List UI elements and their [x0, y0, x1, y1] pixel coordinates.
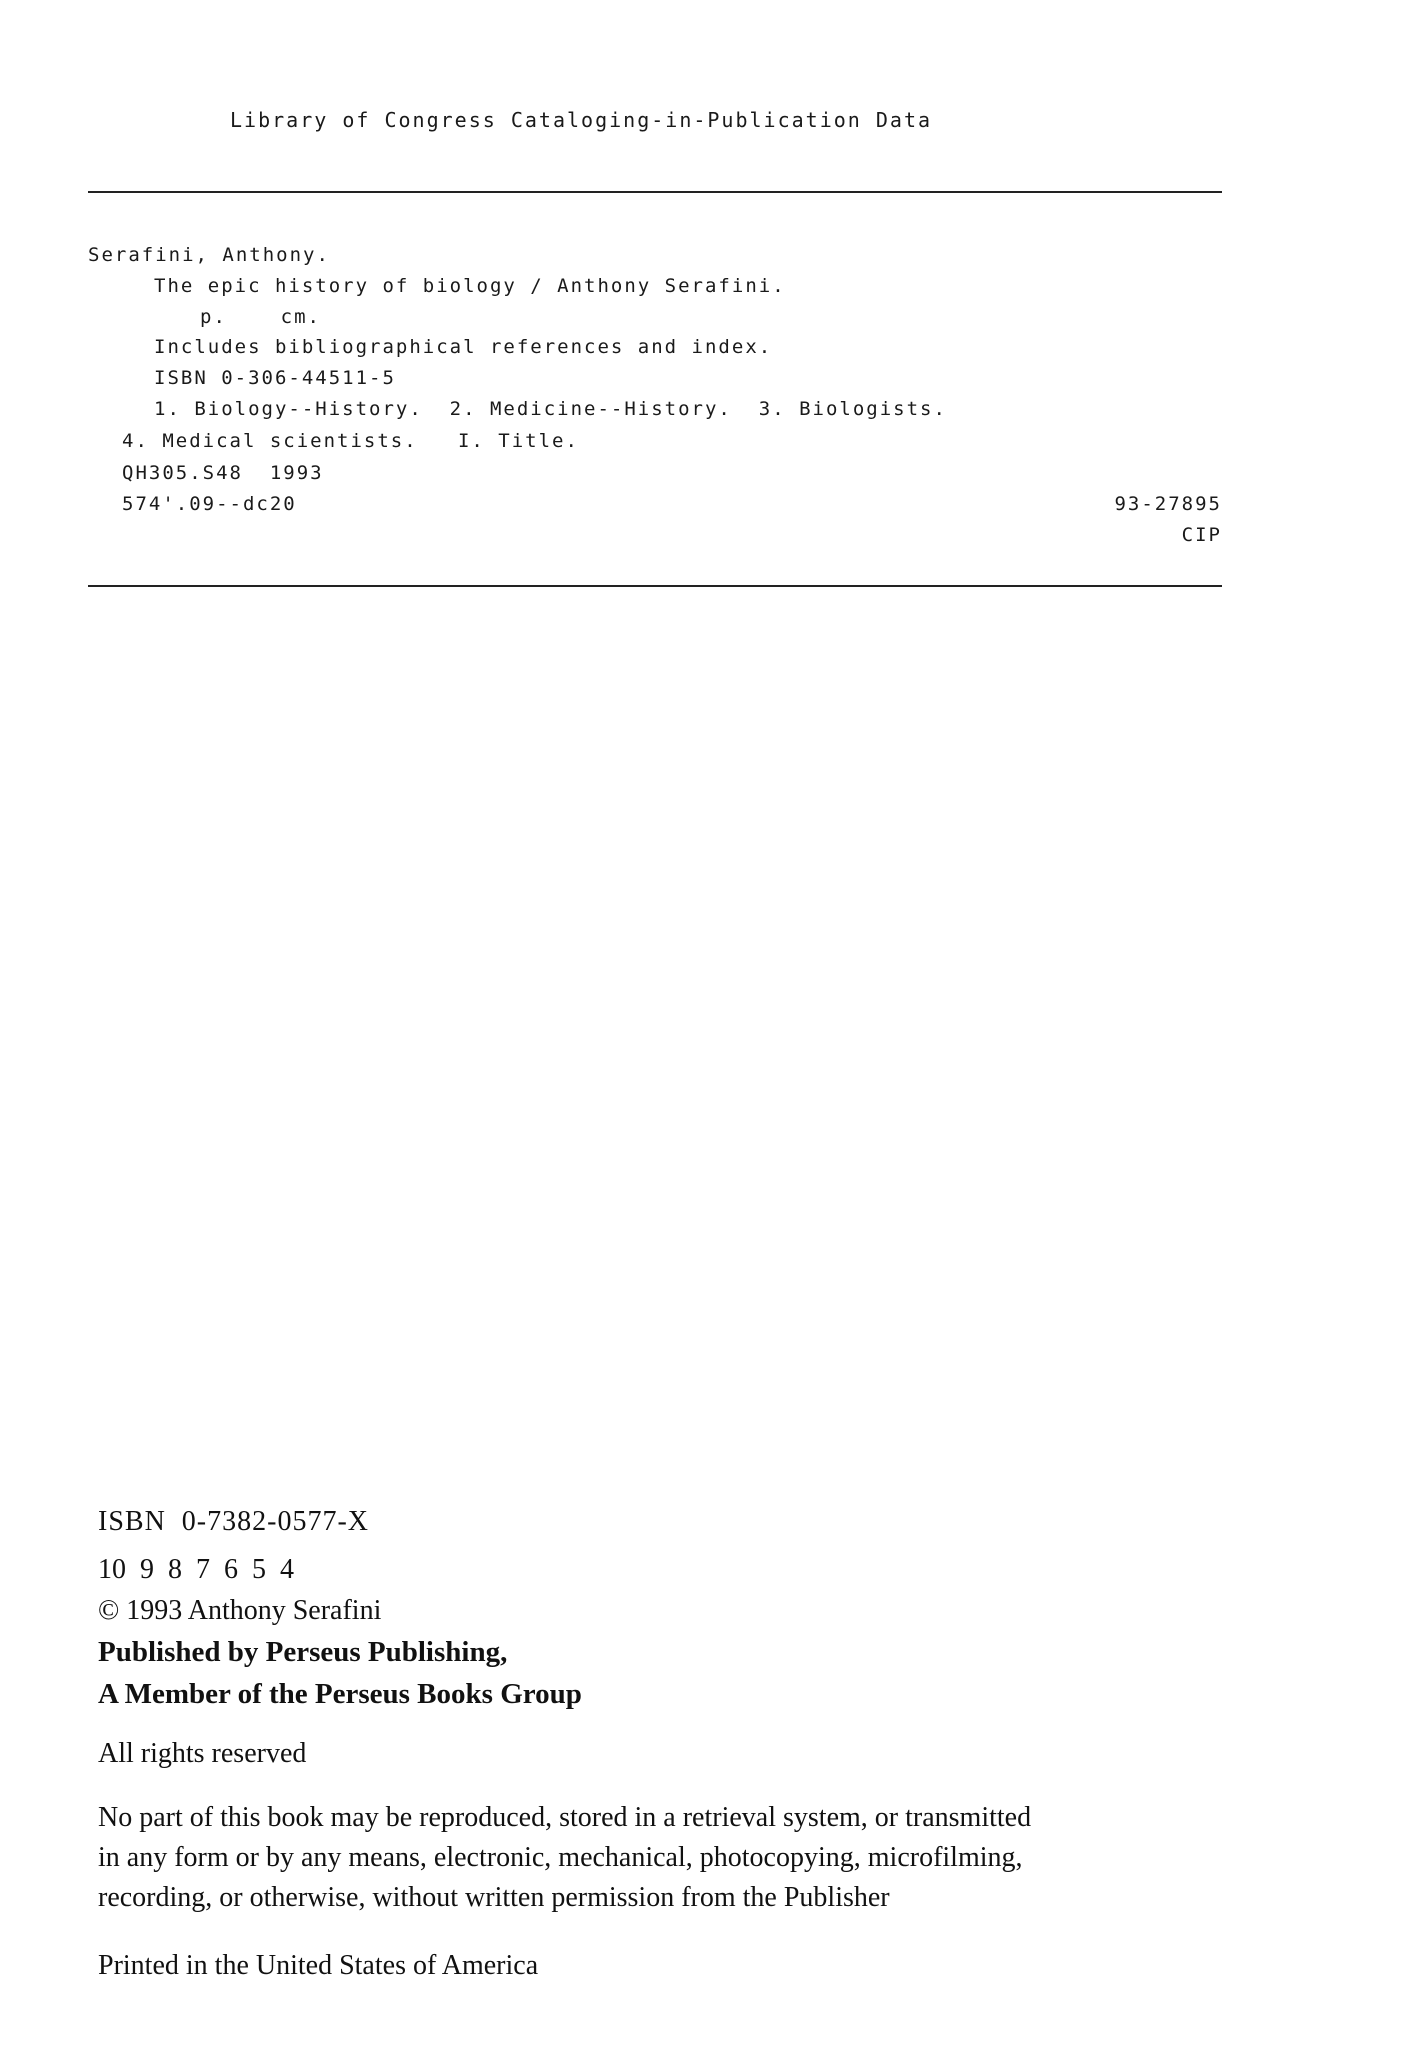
printing-line: 10 9 8 7 6 5 4	[98, 1554, 294, 1585]
cip-author: Serafini, Anthony.	[88, 244, 330, 266]
cip-top-rule	[88, 191, 1222, 193]
notice-line-3: recording, or otherwise, without written permission from the Publisher	[98, 1882, 890, 1913]
copyright-notice	[98, 1798, 1338, 1918]
cip-subjects-line-1: 1. Biology--History. 2. Medicine--History. 3. Biologists.	[154, 398, 947, 420]
colophon-isbn: ISBN 0-7382-0577-X	[98, 1506, 369, 1537]
copyright-line: © 1993 Anthony Serafini	[98, 1595, 382, 1626]
cip-label: CIP	[1181, 524, 1222, 546]
cip-header: Library of Congress Cataloging-in-Publication Data	[230, 108, 933, 132]
cip-lccn: 93-27895	[1114, 493, 1222, 515]
cip-dewey: 574'.09--dc20	[122, 493, 297, 515]
cip-includes-note: Includes bibliographical references and index.	[154, 336, 773, 358]
cip-isbn: ISBN 0-306-44511-5	[154, 367, 396, 389]
publisher-line: Published by Perseus Publishing,	[98, 1636, 508, 1668]
cip-title-line: The epic history of biology / Anthony Serafini.	[154, 275, 786, 297]
rights-line: All rights reserved	[98, 1738, 307, 1769]
notice-line-1: No part of this book may be reproduced, stored in a retrieval system, or transmitted	[98, 1802, 1032, 1833]
cip-lc-class: QH305.S48 1993	[122, 462, 324, 484]
member-line: A Member of the Perseus Books Group	[98, 1678, 582, 1710]
cip-pagination: p. cm.	[200, 306, 321, 328]
cip-subjects-line-2: 4. Medical scientists. I. Title.	[122, 430, 579, 452]
printed-in-line: Printed in the United States of America	[98, 1950, 539, 1981]
cip-bottom-rule	[88, 585, 1222, 587]
notice-line-2: in any form or by any means, electronic, mechanical, photocopying, microfilming,	[98, 1842, 1023, 1873]
